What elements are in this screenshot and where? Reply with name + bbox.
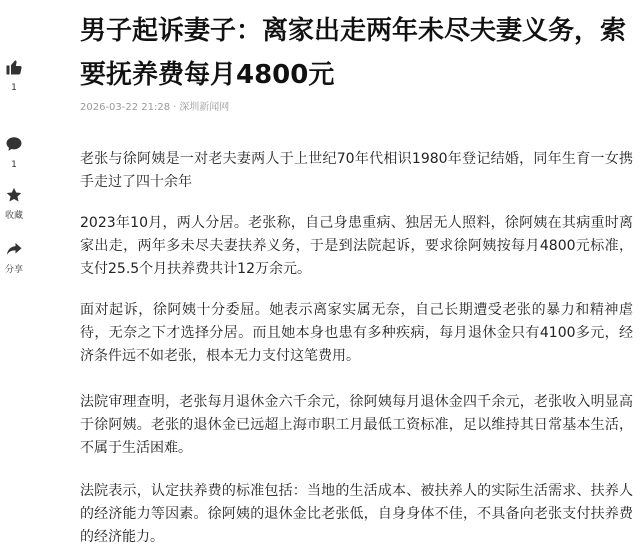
article-title: 男子起诉妻子：离家出走两年未尽夫妻义务，索要抚养费每月4800元 [80, 16, 627, 90]
article-paragraph: 法院表示，认定扶养费的标准包括：当地的生活成本、被扶养人的实际生活需求、扶养人的经济能力等因素。徐阿姨的退休金比老张低，自身身体不佳，不具备向老张支付扶养费的经济能力。 [80, 483, 633, 545]
meta-separator: · [173, 102, 177, 113]
share-button[interactable] [0, 240, 28, 276]
comment-button[interactable] [0, 135, 28, 171]
share-icon [5, 240, 23, 258]
source-name: 深圳新闻网 [179, 102, 230, 113]
star-icon [5, 186, 23, 204]
comment-icon [5, 135, 23, 153]
publish-date: 2026-03-22 21:28 [80, 102, 171, 113]
favorite-label: 收藏 [4, 211, 23, 221]
comment-count: 1 [11, 160, 17, 170]
article-meta [80, 101, 229, 115]
article-action-rail [0, 0, 28, 559]
like-button[interactable] [0, 58, 28, 94]
like-count: 1 [11, 83, 17, 93]
article-paragraph: 2023年10月，两人分居。老张称，自己身患重病、独居无人照料，徐阿姨在其病重时离家出走，两年多未尽夫妻扶养义务，于是到法院起诉，要求徐阿姨按每月4800元标准，支付25.5个月扶养费共计12万余元。 [80, 215, 633, 277]
thumbs-up-icon [5, 58, 23, 76]
article-paragraph: 老张与徐阿姨是一对老夫妻两人于上世纪70年代相识1980年登记结婚，同年生育一女携手走过了四十余年 [80, 151, 633, 190]
share-label: 分享 [4, 265, 23, 275]
article-paragraph: 面对起诉，徐阿姨十分委屈。她表示离家实属无奈，自己长期遭受老张的暴力和精神虐待，无奈之下才选择分居。而且她本身也患有多种疾病，每月退休金只有4100多元，经济条件远不如老张，根本无力支付这笔费用。 [80, 302, 633, 364]
favorite-button[interactable] [0, 186, 28, 222]
article-paragraph: 法院审理查明，老张每月退休金六千余元，徐阿姨每月退休金四千余元，老张收入明显高于徐阿姨。老张的退休金已远超上海市职工月最低工资标准，足以维持其日常基本生活，不属于生活困难。 [80, 394, 633, 456]
